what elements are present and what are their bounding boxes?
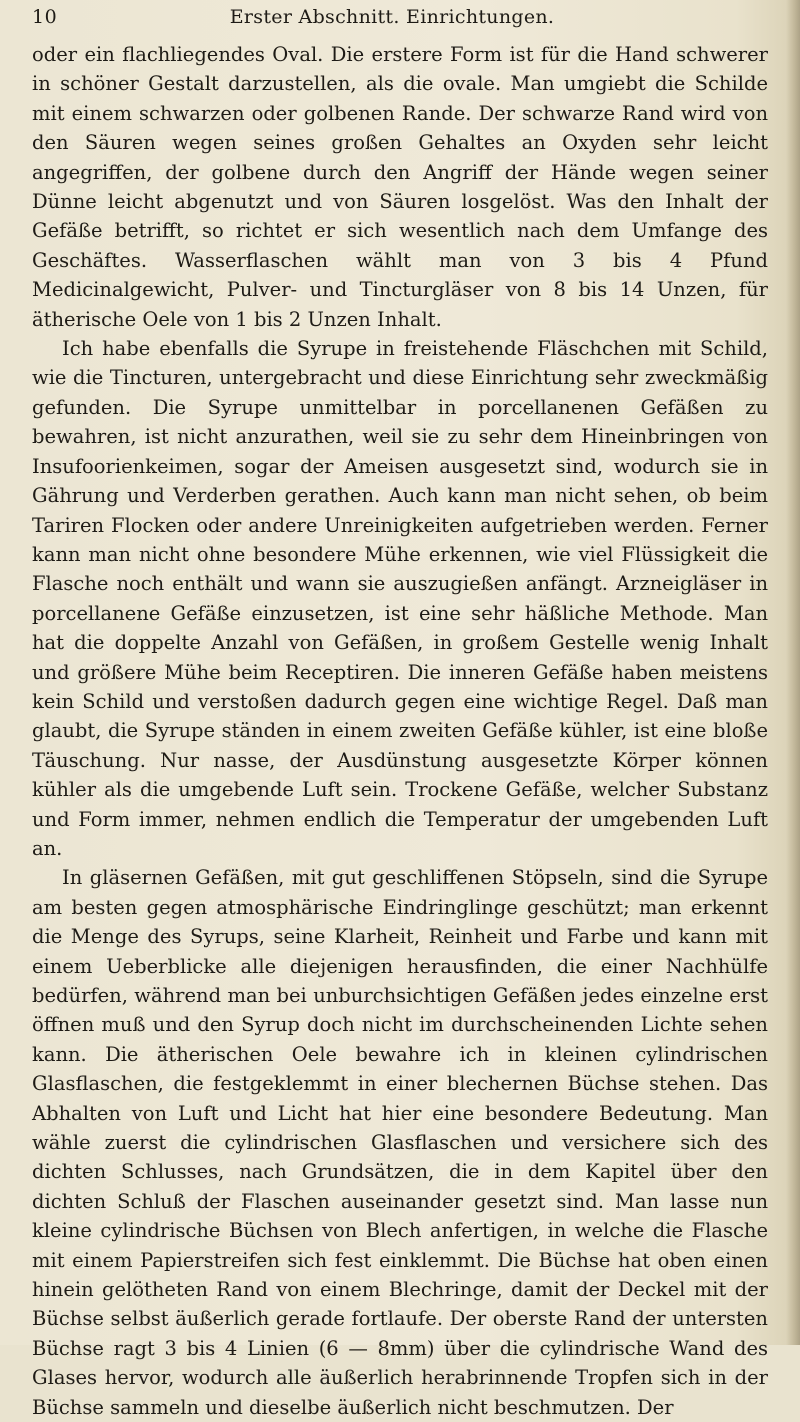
page-edge-shadow [786,0,800,1345]
paragraph: oder ein flachliegendes Oval. Die erstere Form ist für die Hand schwerer in schöner Gestalt darzustellen, als die ovale. Man umgiebt die Schilde mit einem schwarzen oder golbenen Rande. Der schwarze Rand wird von den Säuren wegen seines großen Gehaltes an Oxyden sehr leicht angegriffen, der golbene durch den Angriff der Hände wegen seiner Dünne leicht abgenutzt und von Säuren losgelöst. Was den Inhalt der Gefäße betrifft, so richtet er sich wesentlich nach dem Umfange des Geschäftes. Wasserflaschen wählt man von 3 bis 4 Pfund Medicinalgewicht, Pulver- und Tincturgläser von 8 bis 14 Unzen, für ätherische Oele von 1 bis 2 Unzen Inhalt. [32,43,768,331]
body-text [32,40,768,1422]
paragraph: In gläsernen Gefäßen, mit gut geschliffenen Stöpseln, sind die Syrupe am besten gegen atmosphärische Eindringlinge geschützt; man erkennt die Menge des Syrups, seine Klarheit, Reinheit und Farbe und kann mit einem Ueberblicke alle diejenigen herausfinden, die einer Nachhülfe bedürfen, während man bei unburchsichtigen Gefäßen jedes einzelne erst öffnen muß und den Syrup doch nicht im durchscheinenden Lichte sehen kann. Die ätherischen Oele bewahre ich in kleinen cylindrischen Glasflaschen, die festgeklemmt in einer blechernen Büchse stehen. Das Abhalten von Luft und Licht hat hier eine besondere Bedeutung. Man wähle zuerst die cylindrischen Glasflaschen und versichere sich des dichten Schlusses, nach Grundsätzen, die in dem Kapitel über den dichten Schluß der Flaschen auseinander gesetzt sind. Man lasse nun kleine cylindrische Büchsen von Blech anfertigen, in welche die Flasche mit einem Papierstreifen sich fest einklemmt. Die Büchse hat oben einen hinein gelötheten Rand von einem Blechringe, damit der Deckel mit der Büchse selbst äußerlich gerade fortlaufe. Der oberste Rand der untersten Büchse ragt 3 bis 4 Linien (6 — 8mm) über die cylindrische Wand des Glases hervor, wodurch alle äußerlich herabrinnende Tropfen sich in der Büchse sammeln und dieselbe äußerlich nicht beschmutzen. Der [32,866,768,1419]
running-head: Erster Abschnitt. Einrichtungen. [229,6,555,28]
page-number: 10 [32,6,58,28]
paragraph: Ich habe ebenfalls die Syrupe in freistehende Fläschchen mit Schild, wie die Tincturen, untergebracht und diese Einrichtung sehr zweckmäßig gefunden. Die Syrupe unmittelbar in porcellanenen Gefäßen zu bewahren, ist nicht anzurathen, weil sie zu sehr dem Hineinbringen von Insufoorienkeimen, sogar der Ameisen ausgesetzt sind, wodurch sie in Gährung und Verderben gerathen. Auch kann man nicht sehen, ob beim Tariren Flocken oder andere Unreinigkeiten aufgetrieben werden. Ferner kann man nicht ohne besondere Mühe erkennen, wie viel Flüssigkeit die Flasche noch enthält und wann sie auszugießen anfängt. Arzneigläser in porcellanene Gefäße einzusetzen, ist eine sehr häßliche Methode. Man hat die doppelte Anzahl von Gefäßen, in großem Gestelle wenig Inhalt und größere Mühe beim Receptiren. Die inneren Gefäße haben meistens kein Schild und verstoßen dadurch gegen eine wichtige Regel. Daß man glaubt, die Syrupe ständen in einem zweiten Gefäße kühler, ist eine bloße Täuschung. Nur nasse, der Ausdünstung ausgesetzte Körper können kühler als die umgebende Luft sein. Trockene Gefäße, welcher Substanz und Form immer, nehmen endlich die Temperatur der umgebenden Luft an. [32,337,768,860]
page-header [32,6,752,40]
